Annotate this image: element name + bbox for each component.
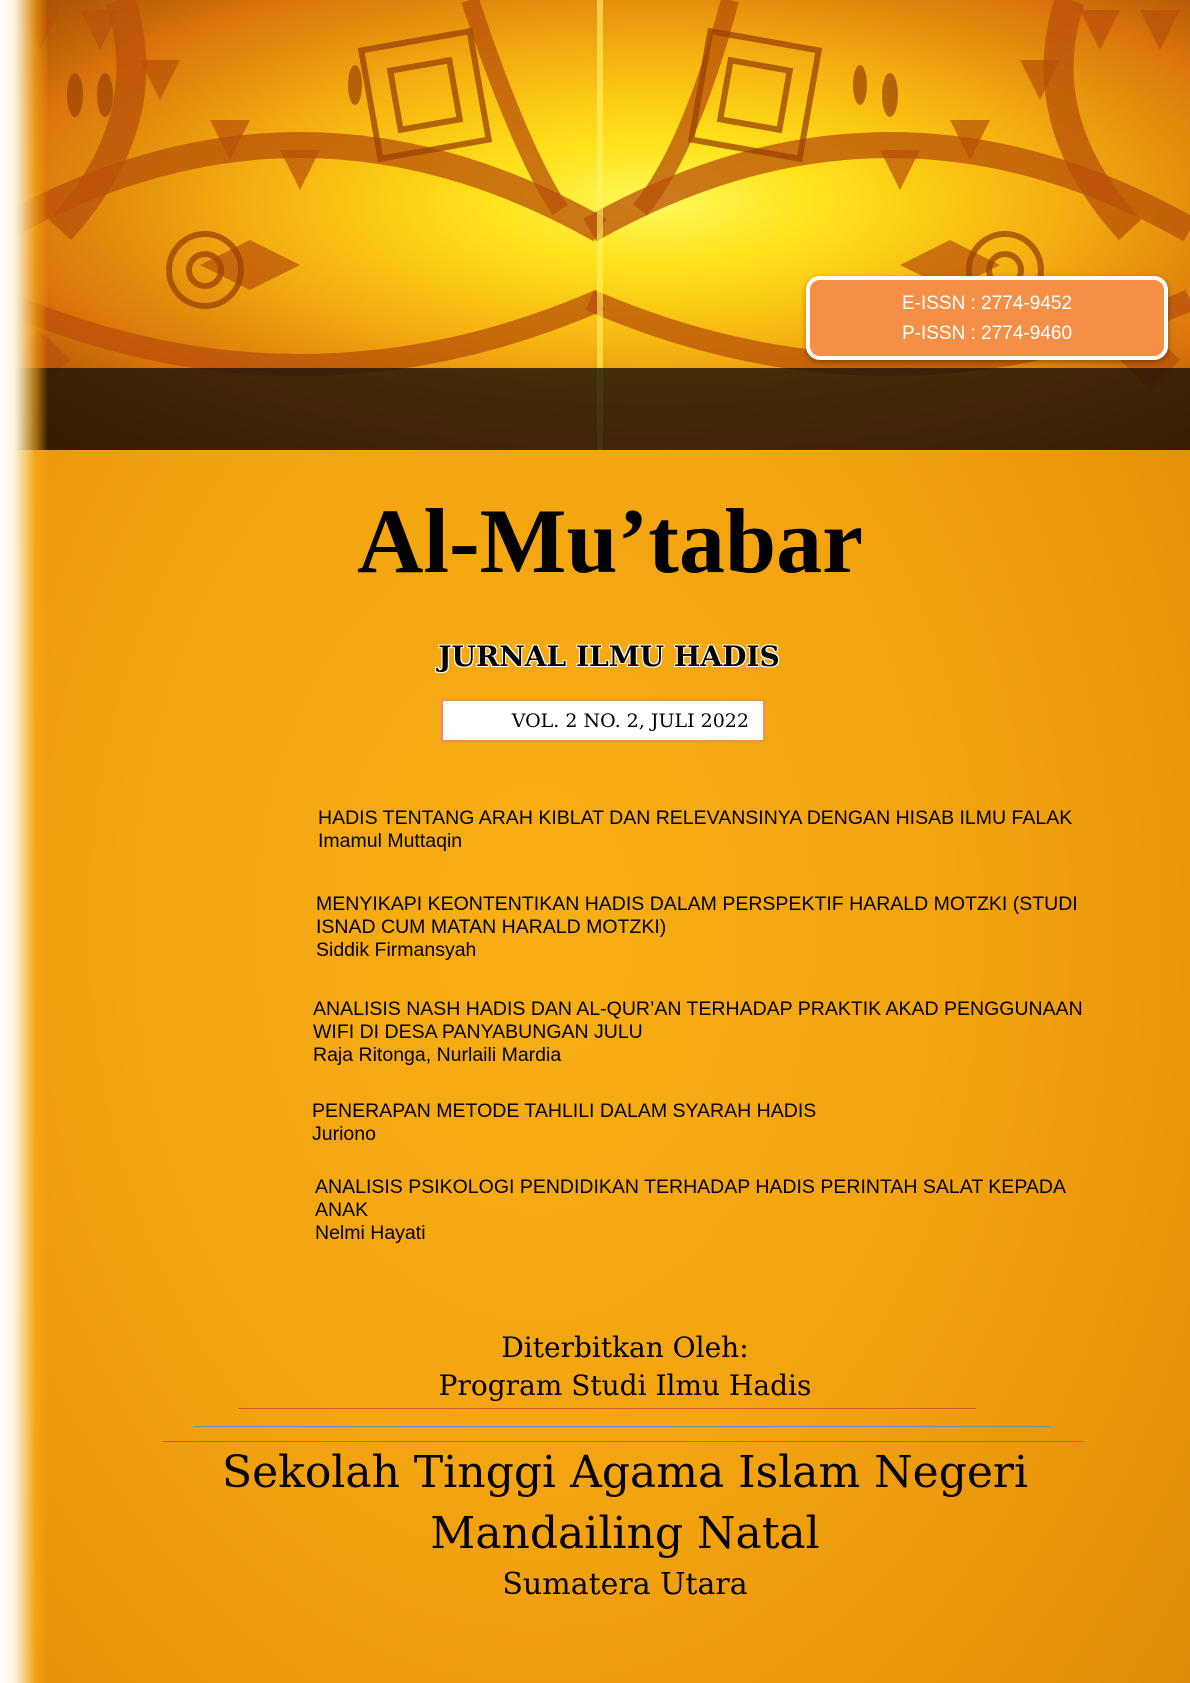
article-title: ANAK [315, 1199, 369, 1221]
article-title: WIFI DI DESA PANYABUNGAN JULU [313, 1021, 643, 1043]
article-title: ISNAD CUM MATAN HARALD MOTZKI) [316, 916, 667, 938]
article-entry [312, 1100, 816, 1146]
institution-location: Sumatera Utara [502, 1567, 748, 1602]
article-author: Juriono [312, 1123, 376, 1145]
article-author: Imamul Muttaqin [318, 830, 463, 852]
pissn-text: P-ISSN : 2774-9460 [901, 323, 1073, 344]
divider-line [163, 1441, 1083, 1442]
article-author: Siddik Firmansyah [316, 939, 477, 961]
article-entry [318, 807, 1072, 853]
journal-title: Al-Mu’tabar [357, 490, 863, 592]
article-title: HADIS TENTANG ARAH KIBLAT DAN RELEVANSINYA DENGAN HISAB ILMU FALAK [318, 807, 1073, 829]
institution-name: Mandailing Natal [430, 1508, 820, 1559]
divider-line [238, 1408, 976, 1409]
dark-band [0, 368, 1190, 450]
decorative-banner [0, 0, 1190, 450]
article-entry [316, 893, 1078, 962]
issn-box [806, 276, 1168, 360]
article-author: Raja Ritonga, Nurlaili Mardia [313, 1044, 562, 1066]
article-title: ANALISIS PSIKOLOGI PENDIDIKAN TERHADAP HADIS PERINTAH SALAT KEPADA [315, 1176, 1066, 1198]
article-title: ANALISIS NASH HADIS DAN AL-QUR’AN TERHADAP PRAKTIK AKAD PENGGUNAAN [313, 998, 1083, 1020]
volume-label: VOL. 2 NO. 2, JULI 2022 [441, 699, 765, 742]
publisher-program: Program Studi Ilmu Hadis [438, 1369, 812, 1402]
article-title: PENERAPAN METODE TAHLILI DALAM SYARAH HADIS [312, 1100, 817, 1122]
publisher-label: Diterbitkan Oleh: [501, 1331, 749, 1364]
journal-subtitle: JURNAL ILMU HADIS [438, 640, 780, 673]
article-author: Nelmi Hayati [315, 1222, 426, 1244]
article-entry [315, 1176, 1066, 1245]
article-entry [313, 998, 1083, 1067]
eissn-text: E-ISSN : 2774-9452 [901, 293, 1073, 314]
institution-name: Sekolah Tinggi Agama Islam Negeri [221, 1447, 1029, 1498]
article-title: MENYIKAPI KEONTENTIKAN HADIS DALAM PERSPEKTIF HARALD MOTZKI (STUDI [316, 893, 1078, 915]
divider-line [193, 1426, 1051, 1427]
page-edge-shade [0, 0, 48, 1683]
